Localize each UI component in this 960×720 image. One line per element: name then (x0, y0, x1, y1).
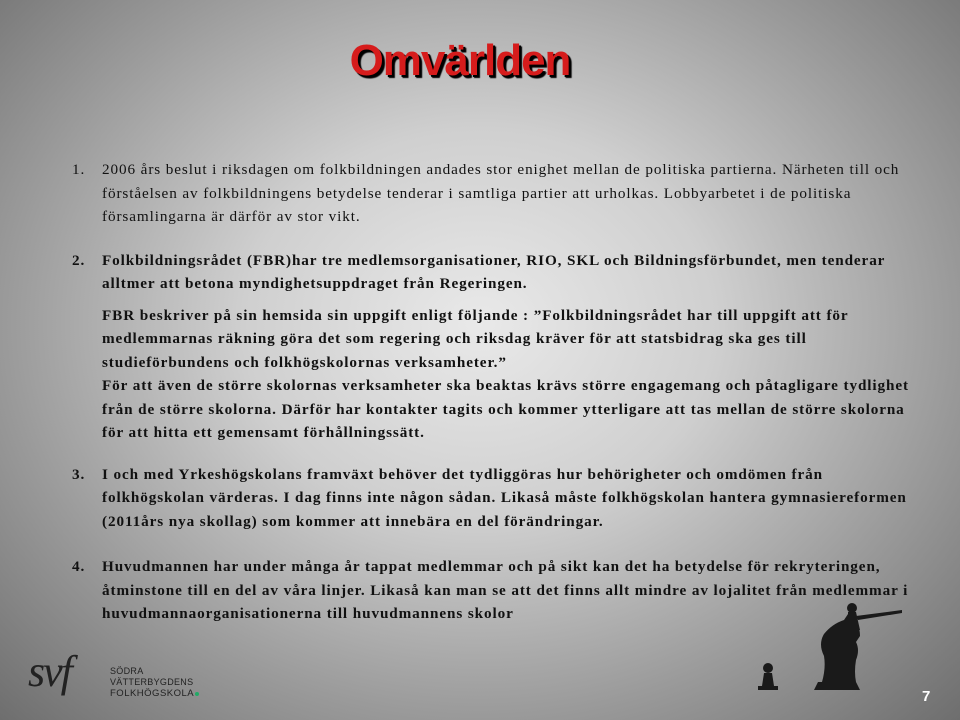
logo-line-2-wrap (110, 688, 228, 699)
slide-content (72, 158, 912, 626)
item-number: 2. (72, 251, 86, 269)
item-text: 2006 års beslut i riksdagen om folkbildningen andades stor enighet mellan de politiska partierna. Närheten till och förståelsen av folkbildningens betydelse tenderar i samtliga partier att urholkas. Lobbyarbetet i de politiska församlingarna är därför av stor vikt. (102, 161, 900, 225)
item-text: Huvudmannen har under många år tappat medlemmar och på sikt kan det ha betydelse för rekryteringen, åtminstone till en del av våra linjer. Likaså kan man se att det finns allt mindre av lojalitet från medlemmar i huvudmannaorganisationerna till huvudmannens skolor (102, 558, 909, 622)
item-text: I och med Yrkeshögskolans framväxt behöver det tydliggöras hur behörigheter och omdömen från folkhögskolan värderas. I dag finns inte någon sådan. Likaså måste folkhögskolan hantera gymnasiereformen (2011års nya skollag) som kommer att innebära en del förändringar. (102, 465, 907, 530)
logo-text (110, 666, 228, 699)
slide-title: Omvärlden (349, 36, 571, 85)
item-number: 1. (72, 161, 86, 178)
logo-line-2: FOLKHÖGSKOLA (110, 688, 195, 699)
item-paragraph: För att även de större skolornas verksamheter ska beaktas krävs större engagemang och påtagligare tydlighet från de större skolorna. Därför har kontakter tagits och kommer ytterligare att tas mellan de större skolorna för att hitta ett gemensamt förhållningssätt. (102, 377, 909, 441)
logo-dot-icon (195, 692, 199, 696)
item-number: 4. (72, 558, 86, 575)
item-number: 3. (72, 465, 86, 483)
logo-line-1: SÖDRA VÄTTERBYGDENS (110, 666, 194, 687)
school-logo (28, 644, 228, 700)
list-item-1 (72, 158, 912, 229)
logo-mark: svf (28, 647, 71, 696)
page-number: 7 (922, 688, 931, 705)
list-item-2 (72, 249, 912, 445)
item-text: Folkbildningsrådet (FBR)har tre medlemsorganisationer, RIO, SKL och Bildningsförbundet, men tenderar alltmer att betona myndighetsuppdraget från Regeringen. (102, 251, 886, 292)
chess-pieces-icon (752, 590, 922, 695)
item-quote-paragraph: FBR beskriver på sin hemsida sin uppgift enligt följande : ”Folkbildningsrådet har till uppgift att för medlemmarnas räkning göra det som regering och riksdag kräver för att statsbidrag ska ges till studieförbundens och folkhögskolornas verksamheter.” (102, 306, 849, 371)
list-item-3 (72, 463, 912, 534)
